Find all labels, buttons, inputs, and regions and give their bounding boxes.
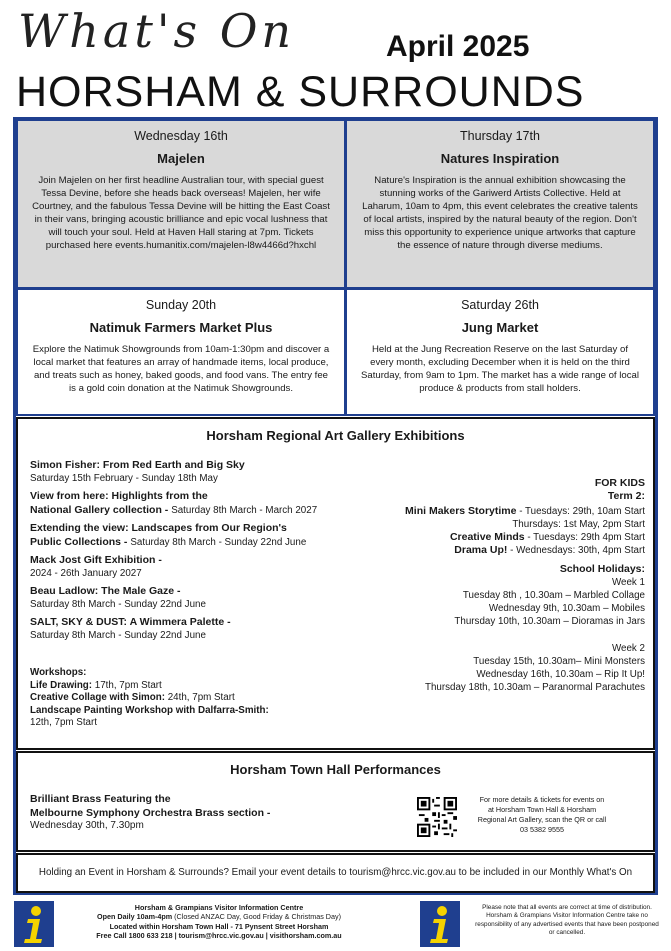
holiday-activity: Wednesday 16th, 10.30am – Rip It Up!: [476, 669, 645, 680]
event-day: Wednesday 16th: [134, 129, 228, 143]
week-label: Week 1: [611, 577, 645, 588]
workshop-title: Creative Collage with Simon:: [30, 692, 168, 703]
exhibition-list: [30, 459, 370, 647]
kids-program-detail: - Wednesdays: 30th, 4pm Start: [507, 545, 645, 556]
workshop-detail: 17th, 7pm Start: [94, 679, 162, 691]
event-description: Join Majelen on her first headline Australian tour, with special guest Tessa Devine, before she heads back overseas! Majelen, her wife Courtney, and the fabulous Tessa Devine will be hitting the East Coast in their vans, bringing acoustic brilliance and epic vocal lushness that will touch your soul. Held at Haven Hall staring at 7pm. Tickets purchased here events.humanitix.com/majelen-l8w4466d?hxchl: [32, 175, 330, 251]
note-line: Regional Art Gallery, scan the QR or call: [477, 815, 607, 824]
exhibition-title: SALT, SKY & DUST: A Wimmera Palette -: [30, 616, 231, 628]
workshops-list: [30, 667, 370, 730]
exhibition-item: [30, 490, 370, 517]
week-label: Week 2: [611, 643, 645, 654]
centre-contact[interactable]: Free Call 1800 633 218 | tourism@hrcc.vic.gov.au | visithorsham.com.au: [96, 931, 342, 941]
town-hall-section: [16, 751, 655, 852]
kids-program-detail: - Tuesdays: 29th 4pm Start: [524, 532, 645, 543]
workshop-detail: 12th, 7pm Start: [30, 717, 97, 728]
exhibition-dates: Saturday 8th March - Sunday 22nd June: [30, 629, 206, 641]
gallery-heading: Horsham Regional Art Gallery Exhibitions: [206, 428, 465, 443]
opening-hours: Open Daily 10am-4pm: [97, 912, 173, 922]
event-box-natimuk-market: [16, 288, 346, 416]
kids-program-detail: - Tuesdays: 29th, 10am Start: [516, 506, 645, 517]
town-hall-heading: Horsham Town Hall Performances: [230, 762, 441, 777]
month-title: April 2025: [386, 30, 530, 63]
exhibition-dates: Saturday 8th March - March 2027: [171, 504, 318, 516]
note-line: For more details & tickets for events on: [479, 795, 605, 804]
exhibition-item: [30, 585, 370, 611]
kids-programs: [365, 477, 645, 694]
holiday-activity: Wednesday 9th, 10.30am – Mobiles: [488, 603, 645, 614]
holiday-activity: Thursday 18th, 10.30am – Paranormal Parachutes: [424, 682, 645, 693]
qr-code-icon[interactable]: [417, 797, 457, 837]
whats-on-script-title: What's On: [18, 4, 296, 58]
performance-date: Wednesday 30th, 7.30pm: [30, 820, 144, 831]
visitor-info-icon: [14, 901, 54, 947]
phone-number: 03 5382 9555: [520, 825, 564, 834]
region-title: HORSHAM & SURROUNDS: [16, 68, 585, 116]
disclaimer: Please note that all events are correct at time of distribution. Horsham & Grampians Visitor Information Centre take no responsibility of any advertised events that have been postponed or cancelled.: [475, 904, 659, 937]
performance-item: [30, 793, 270, 833]
exhibition-dates: 2024 - 26th January 2027: [30, 567, 142, 579]
town-hall-note: [466, 795, 618, 835]
event-day: Thursday 17th: [460, 129, 540, 143]
exhibition-title: Simon Fisher: From Red Earth and Big Sky: [30, 459, 245, 471]
exhibition-title: Extending the view: Landscapes from Our Region's: [30, 522, 287, 534]
event-title: Natimuk Farmers Market Plus: [89, 320, 273, 335]
visitor-info-icon: [420, 901, 460, 947]
workshop-detail: 24th, 7pm Start: [167, 692, 235, 703]
event-title: Majelen: [157, 151, 205, 166]
footer: [0, 896, 671, 951]
holiday-activity: Thursday 10th, 10.30am – Dioramas in Jars: [454, 616, 645, 627]
event-description: Nature's Inspiration is the annual exhibition showcasing the stunning works of the Gariwerd Artists Collective. Held at Laharum, 10am to 4pm, this event celebrates the creative talents of local artists, inspired by the natural beauty of the region. Don't miss this opportunity to experience unique artworks that capture the essence of nature through diverse mediums.: [362, 175, 638, 251]
school-holidays-heading: School Holidays:: [559, 563, 645, 575]
performance-title-cont: Melbourne Symphony Orchestra Brass section -: [30, 806, 271, 819]
hours-note: (Closed ANZAC Day, Good Friday & Christmas Day): [172, 912, 341, 922]
event-day: Sunday 20th: [145, 298, 217, 312]
kids-program-title: Mini Makers Storytime: [405, 505, 517, 517]
exhibition-item: [30, 554, 370, 580]
event-description: Explore the Natimuk Showgrounds from 10am-1:30pm and discover a local market that features an array of handmade items, local produce, and treats such as honey, baked goods, and food vans. The entry fee is a gold coin donation at the Natimuk Showgrounds.: [32, 344, 330, 394]
submit-event-line: Holding an Event in Horsham & Surrounds? Email your event details to tourism@hrcc.vic.gov.au to be included in our Monthly What's On: [16, 853, 655, 893]
exhibition-item: [30, 616, 370, 642]
event-day: Saturday 26th: [461, 298, 539, 312]
kids-program-title: Drama Up!: [454, 544, 508, 556]
exhibition-title: Mack Jost Gift Exhibition -: [30, 554, 162, 566]
workshop-title: Life Drawing:: [30, 679, 95, 691]
visitor-centre-info: [64, 903, 374, 941]
event-title: Jung Market: [461, 320, 539, 335]
exhibition-dates: Saturday 8th March - Sunday 22nd June: [130, 536, 307, 548]
workshops-heading: Workshops:: [30, 667, 87, 678]
kids-term: Term 2:: [607, 490, 645, 502]
event-title: Natures Inspiration: [440, 151, 560, 166]
holiday-activity: Tuesday 15th, 10.30am– Mini Monsters: [473, 656, 645, 667]
holiday-activity: Tuesday 8th , 10.30am – Marbled Collage: [462, 590, 645, 601]
kids-program-title: Creative Minds: [449, 531, 525, 543]
gallery-section: [16, 417, 655, 750]
event-description: Held at the Jung Recreation Reserve on the last Saturday of every month, excluding December when it is held on the third Saturday, from 9am to 1pm. The market has a wide range of local produce & products from stall holders.: [361, 344, 639, 394]
centre-location: Located within Horsham Town Hall - 71 Pynsent Street Horsham: [109, 921, 329, 931]
kids-program-detail: Thursdays: 1st May, 2pm Start: [512, 519, 645, 530]
exhibition-title: View from here: Highlights from the: [30, 490, 208, 502]
exhibition-item: [30, 459, 370, 485]
note-line: at Horsham Town Hall & Horsham: [487, 805, 597, 814]
centre-name: Horsham & Grampians Visitor Information Centre: [134, 903, 304, 912]
exhibition-title-cont: National Gallery collection -: [30, 503, 172, 516]
kids-heading: FOR KIDS: [594, 477, 645, 489]
exhibition-title-cont: Public Collections -: [30, 535, 131, 548]
event-box-majelen: [16, 119, 346, 289]
workshop-title: Landscape Painting Workshop with Dalfarra-Smith:: [30, 704, 269, 716]
header: [0, 0, 671, 118]
exhibition-dates: Saturday 15th February - Sunday 18th May: [30, 472, 218, 484]
event-box-jung-market: [345, 288, 655, 416]
performance-title: Brilliant Brass Featuring the: [30, 793, 171, 805]
exhibition-item: [30, 522, 370, 549]
exhibition-dates: Saturday 8th March - Sunday 22nd June: [30, 598, 206, 610]
event-box-natures-inspiration: [345, 119, 655, 289]
exhibition-title: Beau Ladlow: The Male Gaze -: [30, 585, 181, 597]
